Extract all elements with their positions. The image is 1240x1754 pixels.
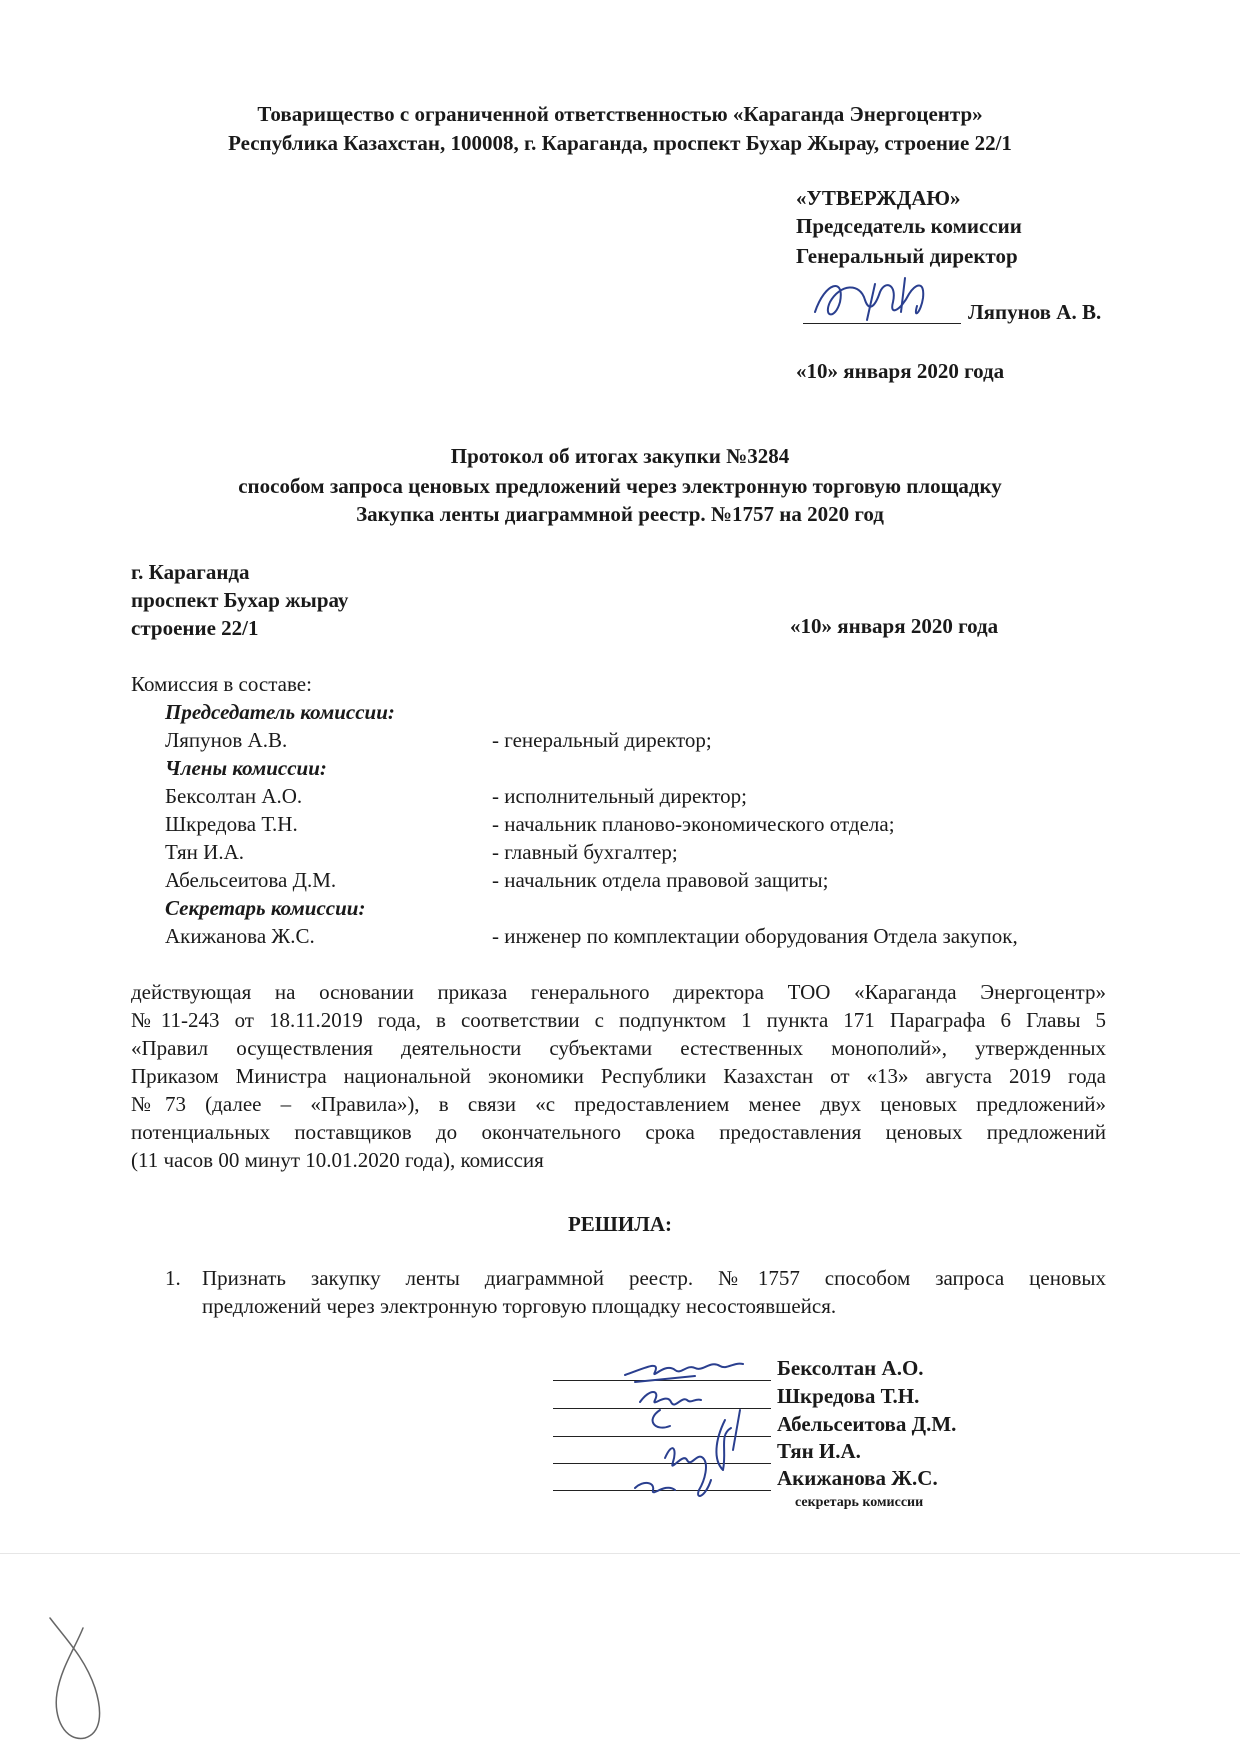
decision-item-number: 1. [165, 1266, 181, 1290]
secretary-name: Акижанова Ж.С. [165, 924, 315, 948]
org-name: Товарищество с ограниченной ответственностью «Караганда Энергоцентр» [257, 102, 983, 126]
chair-role: - генеральный директор; [492, 728, 712, 752]
members-heading: Члены комиссии: [165, 756, 327, 780]
approve-label: «УТВЕРЖДАЮ» [796, 186, 961, 210]
secretary-heading: Секретарь комиссии: [165, 896, 366, 920]
member-name: Абельсеитова Д.М. [165, 868, 337, 892]
approval-date: «10» января 2020 года [796, 359, 1005, 383]
approver-position-2: Генеральный директор [796, 244, 1018, 268]
place-building: строение 22/1 [131, 616, 259, 640]
decision-item-text: Признать закупку ленты диаграммной реестр. №1757 способом запроса ценовых [202, 1266, 1106, 1290]
body-line: действующая на основании приказа генерального директора ТОО «Караганда Энергоцентр» [131, 980, 1106, 1004]
chair-heading: Председатель комиссии: [165, 700, 395, 724]
signatory-name: Тян И.А. [777, 1439, 861, 1463]
member-signatures [615, 1340, 785, 1510]
signatory-name: Абельсеитова Д.М. [777, 1412, 957, 1436]
body-line: №73 (далее – «Правила»), в связи «с предоставлением менее двух ценовых предложений» [131, 1092, 1106, 1116]
document-title: Протокол об итогах закупки №3284 [450, 444, 790, 468]
member-name: Бексолтан А.О. [165, 784, 303, 808]
body-line-last: (11 часов 00 минут 10.01.2020 года), комиссия [131, 1148, 544, 1172]
body-line: №11-243 от 18.11.2019 года, в соответствии с подпунктом 1 пункта 171 Параграфа 6 Главы 5 [131, 1008, 1106, 1032]
body-line: «Правил осуществления деятельности субъектами естественных монополий», утвержденных [131, 1036, 1106, 1060]
document-subject: Закупка ленты диаграммной реестр. №1757 на 2020 год [356, 502, 884, 526]
signatory-name: Акижанова Ж.С. [777, 1466, 938, 1490]
signatory-name: Бексолтан А.О. [777, 1356, 924, 1380]
pencil-mark [35, 1608, 125, 1748]
chair-name: Ляпунов А.В. [165, 728, 288, 752]
member-role: - начальник планово-экономического отдела; [492, 812, 895, 836]
member-name: Шкредова Т.Н. [165, 812, 298, 836]
member-role: - исполнительный директор; [492, 784, 748, 808]
document-date: «10» января 2020 года [790, 614, 999, 638]
place-city: г. Караганда [131, 560, 250, 584]
signatory-name: Шкредова Т.Н. [777, 1384, 920, 1408]
commission-intro: Комиссия в составе: [131, 672, 312, 696]
approver-name: Ляпунов А. В. [968, 300, 1102, 324]
decision-item-text-cont: предложений через электронную торговую площадку несостоявшейся. [202, 1294, 837, 1318]
decision-heading: РЕШИЛА: [567, 1212, 673, 1236]
body-line: Приказом Министра национальной экономики Республики Казахстан от «13» августа 2019 года [131, 1064, 1106, 1088]
secretary-role: - инженер по комплектации оборудования Отдела закупок, [492, 924, 1018, 948]
secretary-note: секретарь комиссии [795, 1495, 924, 1510]
member-role: - начальник отдела правовой защиты; [492, 868, 829, 892]
page-divider [0, 1553, 1240, 1554]
place-street: проспект Бухар жырау [131, 588, 349, 612]
member-role: - главный бухгалтер; [492, 840, 678, 864]
body-line: потенциальных поставщиков до окончательного срока предоставления ценовых предложений [131, 1120, 1106, 1144]
org-address: Республика Казахстан, 100008, г. Караганда, проспект Бухар Жырау, строение 22/1 [228, 131, 1012, 155]
member-name: Тян И.А. [165, 840, 245, 864]
approver-position-1: Председатель комиссии [796, 214, 1022, 238]
approver-signature [805, 272, 955, 327]
document-subtitle: способом запроса ценовых предложений через электронную торговую площадку [238, 474, 1002, 498]
